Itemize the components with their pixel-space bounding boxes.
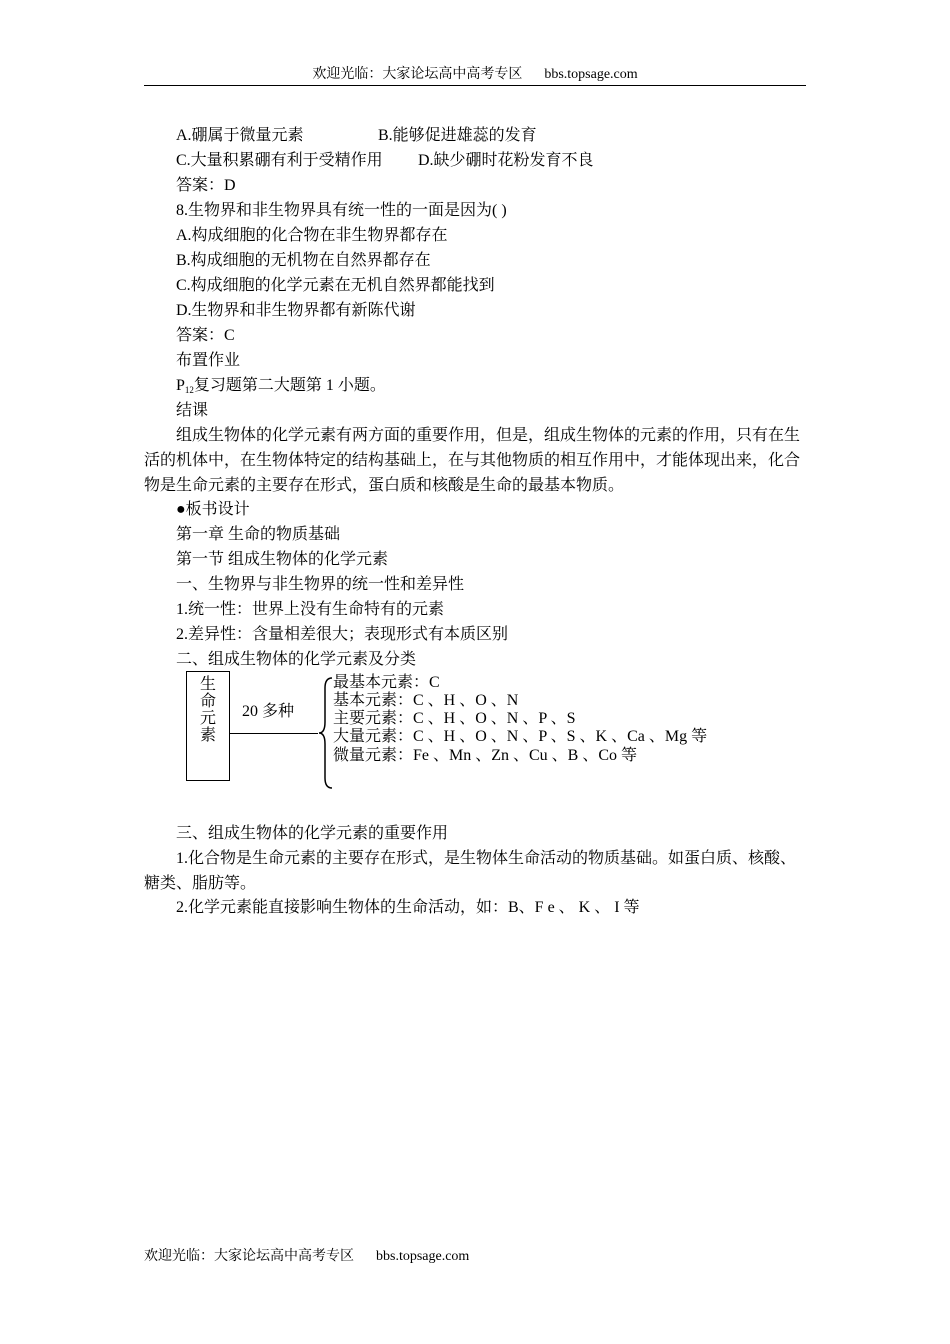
board-part3-item2: 2.化学元素能直接影响生物体的生命活动，如：B、F e 、 K 、 I 等 [176,899,640,916]
header-site-link[interactable]: bbs.topsage.com [544,67,638,82]
class-most-basic: 最基本元素：C [333,674,440,691]
page-footer [144,1248,469,1266]
board-part1-heading: 一、生物界与非生物界的统一性和差异性 [176,576,465,593]
class-trace: 微量元素：Fe 、Mn 、Zn 、Cu 、B 、Co 等 [333,747,638,764]
q7-option-b: B.能够促进雄蕊的发育 [378,127,537,144]
conclusion-heading: 结课 [176,402,209,419]
diagram-connector-line [230,733,318,734]
conclusion-paragraph: 组成生物体的化学元素有两方面的重要作用，但是，组成生物体的元素的作用，只有在生活的机体中，在生物体特定的结构基础上，在与其他物质的相互作用中，才能体现出来，化合物是生命元素的主要存在形式，蛋白质和核酸是生命的最基本物质。 [144,427,801,494]
q8-option-a: A.构成细胞的化合物在非生物界都存在 [176,227,448,244]
box-label-char: 元 [199,710,216,727]
board-part3-heading: 三、组成生物体的化学元素的重要作用 [176,825,449,842]
footer-welcome: 欢迎光临：大家论坛高中高考专区 [144,1249,354,1264]
homework-task: 复习题第二大题第 1 小题。 [193,377,386,394]
box-label-char: 命 [199,693,216,710]
board-chapter: 第一章 生命的物质基础 [176,526,341,543]
q8-option-c: C.构成细胞的化学元素在无机自然界都能找到 [176,277,495,294]
element-count-label: 20 多种 [242,703,295,720]
curly-brace [318,676,334,790]
header-welcome: 欢迎光临：大家论坛高中高考专区 [312,67,523,82]
life-elements-box [186,671,230,781]
box-label-char: 生 [199,676,216,693]
q8-option-b: B.构成细胞的无机物在自然界都存在 [176,252,431,269]
q8-question: 8.生物界和非生物界具有统一性的一面是因为( ) [176,202,507,219]
page-header [144,66,806,84]
q8-option-d: D.生物界和非生物界都有新陈代谢 [176,302,416,319]
q7-answer: 答案：D [176,177,236,194]
board-part3-item1: 1.化合物是生命元素的主要存在形式，是生物体生命活动的物质基础。如蛋白质、核酸、糖类、脂肪等。 [144,850,797,892]
board-section: 第一节 组成生物体的化学元素 [176,551,389,568]
homework-page-prefix: P [176,377,185,394]
q7-option-d: D.缺少硼时花粉发育不良 [418,152,594,169]
header-rule [144,85,806,86]
homework-page-number: 12 [184,385,194,395]
class-main: 主要元素：C 、H 、O 、N 、P 、S [333,710,576,727]
footer-site-link[interactable]: bbs.topsage.com [376,1249,470,1264]
board-part1-item1: 1.统一性：世界上没有生命特有的元素 [176,601,445,618]
q7-options-row2 [176,151,594,171]
q8-answer: 答案：C [176,327,235,344]
board-part2-heading: 二、组成生物体的化学元素及分类 [176,651,417,668]
q7-options-row1 [176,126,537,146]
q7-option-a: A.硼属于微量元素 [176,127,304,144]
q7-option-c: C.大量积累硼有利于受精作用 [176,152,383,169]
board-part1-item2: 2.差异性：含量相差很大；表现形式有本质区别 [176,626,509,643]
homework-heading: 布置作业 [176,352,241,369]
box-label-char: 素 [199,727,216,744]
class-basic: 基本元素：C 、H 、O 、N [333,692,519,709]
class-macro: 大量元素：C 、H 、O 、N 、P 、S 、K 、Ca 、Mg 等 [333,728,708,745]
life-elements-label [187,676,229,744]
homework-text [176,376,386,400]
board-heading: ●板书设计 [176,501,250,518]
